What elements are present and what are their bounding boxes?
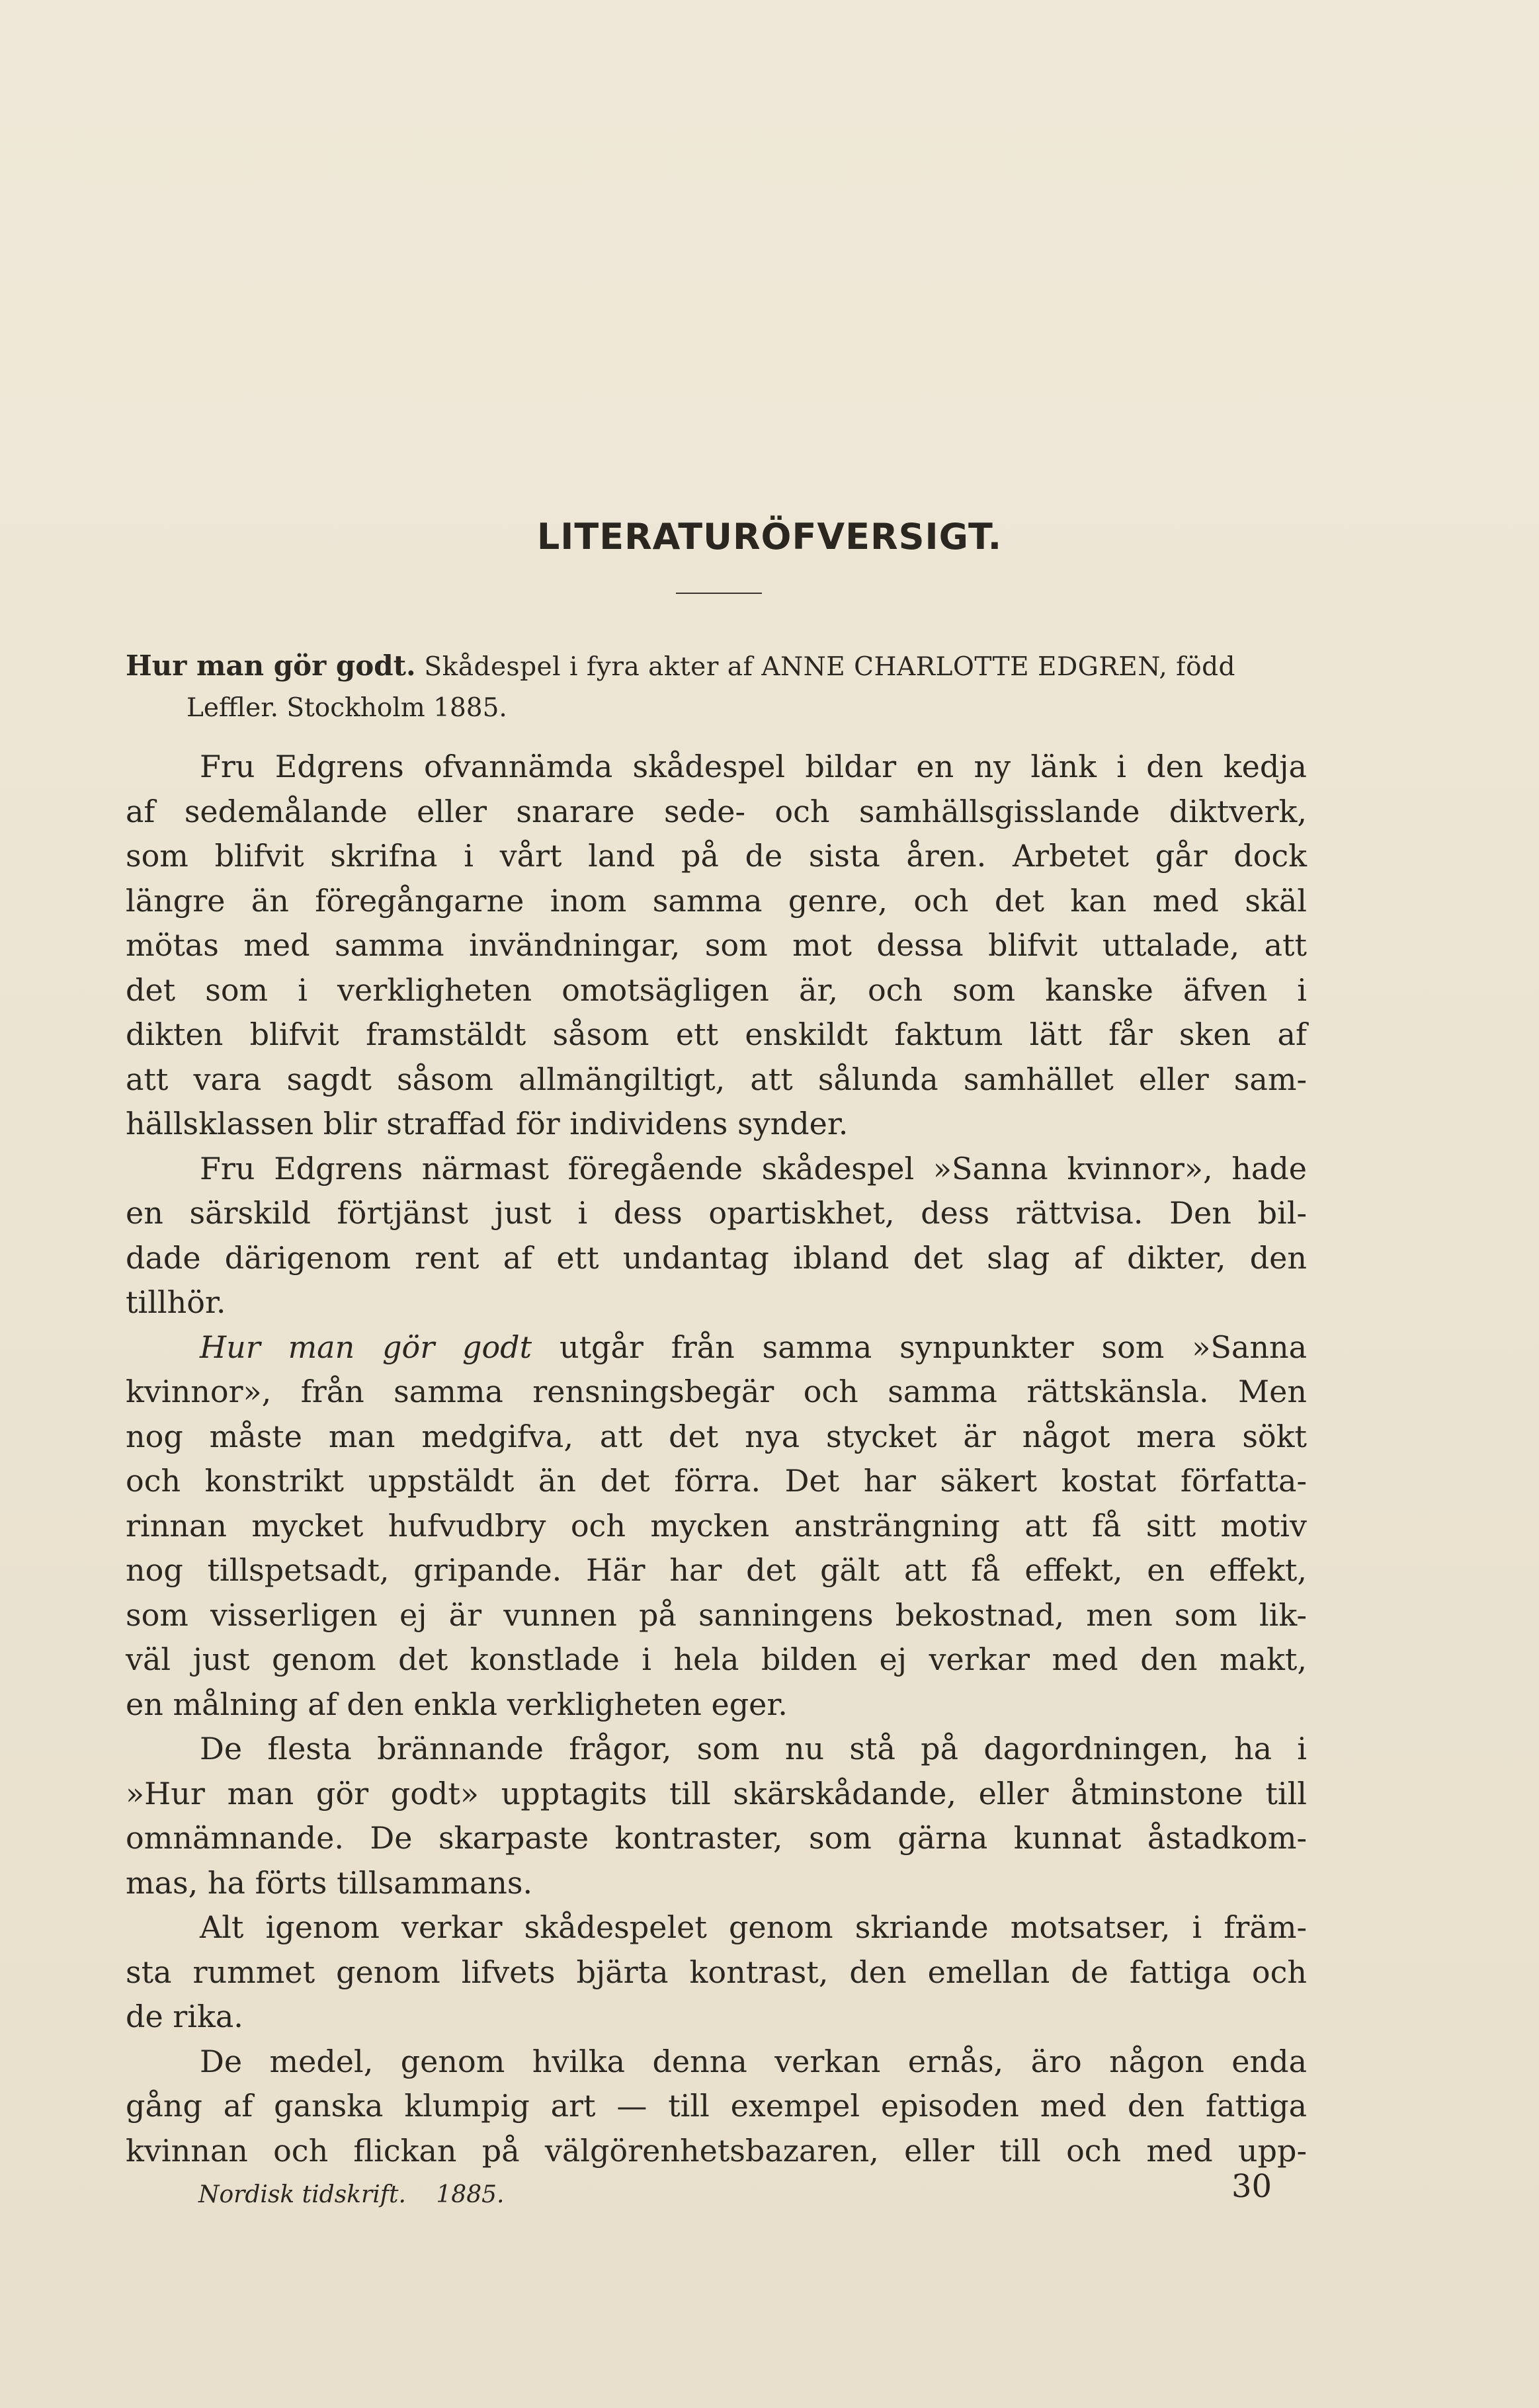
text-line — [126, 1370, 1307, 1415]
text-segment: sta rummet genom lifvets bjärta kontrast, den emellan de fattiga och — [126, 1954, 1307, 1990]
text-segment: mas, ha förts tillsammans. — [126, 1864, 533, 1901]
text-line — [126, 1950, 1307, 1995]
text-segment: att vara sagdt såsom allmängiltigt, att sålunda samhället eller sam- — [126, 1061, 1307, 1097]
text-segment: Fru Edgrens närmast föregående skådespel »Sanna kvinnor», hade — [200, 1150, 1307, 1186]
text-segment: tillhör. — [126, 1284, 226, 1320]
text-segment: längre än föregångarne inom samma genre, och det kan med skäl — [126, 882, 1307, 919]
text-line — [126, 1415, 1307, 1460]
footer-year: 1885. — [436, 2181, 505, 2208]
text-line — [126, 2129, 1307, 2174]
review-header — [126, 645, 1329, 729]
text-line — [126, 1147, 1307, 1192]
text-line — [126, 790, 1307, 835]
text-line — [126, 1236, 1307, 1281]
review-title: Hur man gör godt. — [126, 649, 416, 682]
review-details-continued: Leffler. Stockholm 1885. — [187, 693, 507, 723]
section-heading: LITERATURÖFVERSIGT. — [536, 516, 1003, 558]
page-number: 30 — [1231, 2168, 1272, 2205]
text-line — [126, 1772, 1307, 1817]
text-segment: rinnan mycket hufvudbry och mycken ansträngning att få sitt motiv — [126, 1507, 1307, 1544]
text-segment: det som i verkligheten omotsägligen är, och som kanske äfven i — [126, 972, 1307, 1008]
footer-signature — [198, 2181, 504, 2208]
text-line — [126, 1905, 1307, 1950]
text-segment: väl just genom det konstlade i hela bilden ej verkar med den makt, — [126, 1641, 1307, 1677]
text-line — [126, 2040, 1307, 2085]
text-line — [126, 1593, 1307, 1638]
text-line — [126, 1325, 1307, 1370]
text-segment: utgår från samma synpunkter som »Sanna — [532, 1329, 1308, 1365]
text-line — [126, 1504, 1307, 1549]
text-segment: af sedemålande eller snarare sede- och samhällsgisslande diktverk, — [126, 793, 1307, 829]
text-segment: nog måste man medgifva, att det nya stycket är något mera sökt — [126, 1418, 1307, 1454]
text-line — [126, 1459, 1307, 1504]
text-segment: kvinnor», från samma rensningsbegär och samma rättskänsla. Men — [126, 1374, 1307, 1409]
text-segment: och konstrikt uppstäldt än det förra. Det har säkert kostat författa- — [126, 1463, 1307, 1499]
text-segment: gång af ganska klumpig art — till exempel episoden med den fattiga — [126, 2088, 1307, 2124]
text-line — [126, 1013, 1307, 1058]
text-line — [126, 1280, 1307, 1325]
text-segment: dade därigenom rent af ett undantag ibland det slag af dikter, den — [126, 1239, 1307, 1276]
text-segment: som visserligen ej är vunnen på sanningens bekostnad, men som lik- — [126, 1597, 1307, 1633]
paper-fold-mark — [0, 0, 653, 199]
text-segment: De medel, genom hvilka denna verkan ernås, äro någon enda — [200, 2043, 1307, 2079]
text-line — [126, 1058, 1307, 1102]
text-segment: kvinnan och flickan på välgörenhetsbazaren, eller till och med upp- — [126, 2132, 1307, 2169]
text-line — [126, 1548, 1307, 1593]
text-segment: mötas med samma invändningar, som mot dessa blifvit uttalade, att — [126, 927, 1307, 963]
text-segment: dikten blifvit framstäldt såsom ett enskildt faktum lätt får sken af — [126, 1017, 1307, 1052]
text-segment: De flesta brännande frågor, som nu stå på dagordningen, ha i — [200, 1731, 1307, 1766]
text-line — [126, 745, 1307, 790]
text-line — [126, 1102, 1307, 1147]
text-line — [126, 879, 1307, 924]
text-segment: en målning af den enkla verkligheten eger. — [126, 1686, 788, 1722]
text-segment: nog tillspetsadt, gripande. Här har det gält att få effekt, en effekt, — [126, 1552, 1307, 1588]
text-line — [126, 968, 1307, 1013]
text-line — [126, 923, 1307, 968]
footer-journal: Nordisk tidskrift. — [198, 2181, 406, 2208]
text-segment: de rika. — [126, 1999, 243, 2034]
text-segment: hällsklassen blir straffad för individens synder. — [126, 1106, 849, 1142]
text-line — [126, 1727, 1307, 1772]
text-segment: Alt igenom verkar skådespelet genom skriande motsatser, i främ- — [200, 1909, 1307, 1945]
text-line — [126, 1638, 1307, 1682]
review-details: Skådespel i fyra akter af ANNE CHARLOTTE EDGREN, född — [424, 652, 1236, 682]
text-line — [126, 1682, 1307, 1727]
text-line — [126, 1995, 1307, 2040]
text-segment: som blifvit skrifna i vårt land på de sista åren. Arbetet går dock — [126, 838, 1307, 874]
text-segment: »Hur man gör godt» upptagits till skärskådande, eller åtminstone till — [126, 1775, 1307, 1811]
text-segment: Fru Edgrens ofvannämda skådespel bildar en ny länk i den kedja — [200, 749, 1307, 784]
text-line — [126, 2084, 1307, 2129]
text-segment: omnämnande. De skarpaste kontraster, som gärna kunnat åstadkom- — [126, 1820, 1307, 1856]
text-segment: en särskild förtjänst just i dess opartiskhet, dess rättvisa. Den bil- — [126, 1195, 1307, 1231]
heading-rule — [676, 593, 762, 594]
text-line — [126, 1191, 1307, 1236]
text-line — [126, 834, 1307, 879]
italic-title: Hur man gör godt — [200, 1329, 532, 1365]
text-line — [126, 1861, 1307, 1906]
review-body — [126, 745, 1307, 2173]
text-line — [126, 1816, 1307, 1861]
